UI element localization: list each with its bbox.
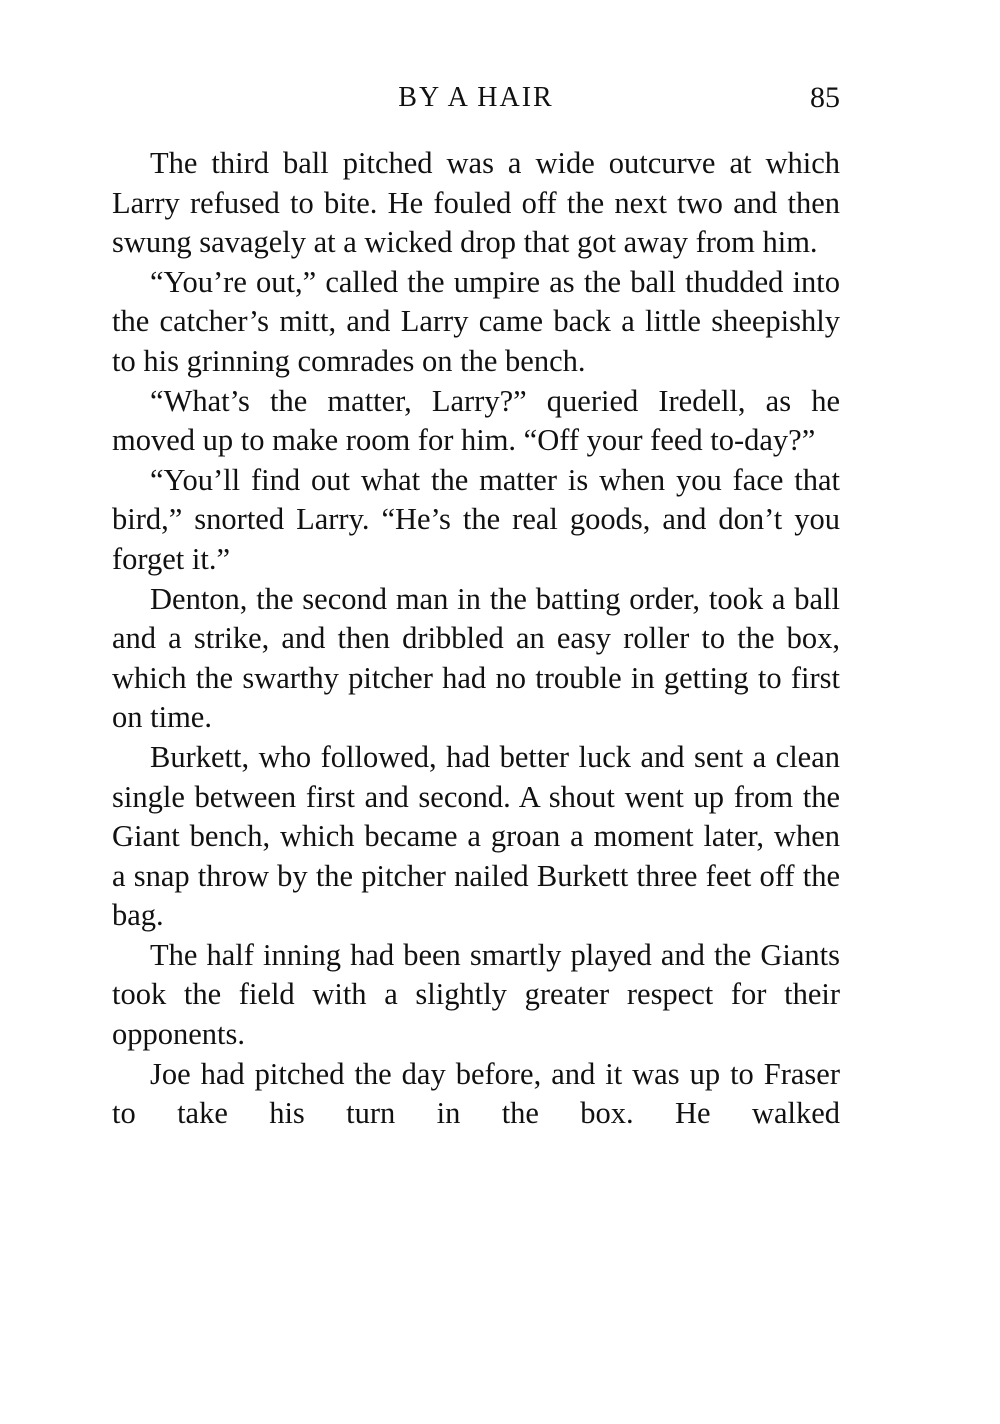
paragraph: The third ball pitched was a wide outcurve at which Larry refused to bite. He fouled off the next two and then swung savagely at a wicked drop that got away from him. [112,146,840,260]
paragraph: Burkett, who followed, had better luck and sent a clean single between first and second. A shout went up from the Giant bench, which became a groan a moment later, when a snap throw by the pitcher nailed Burkett three feet off the bag. [112,739,840,933]
paragraph: “You’ll find out what the matter is when you face that bird,” snorted Larry. “He’s the real goods, and don’t you forget it.” [112,462,840,576]
paragraph: “What’s the matter, Larry?” queried Iredell, as he moved up to make room for him. “Off your feed to-day?” [112,383,840,458]
body-text [112,144,840,1134]
paragraph: The half inning had been smartly played and the Giants took the field with a slightly greater respect for their opponents. [112,937,840,1052]
paragraph: Joe had pitched the day before, and it was up to Fraser to take his turn in the box. He walked [112,1056,840,1131]
paragraph: “You’re out,” called the umpire as the ball thudded into the catcher’s mitt, and Larry came back a little sheepishly to his grinning comrades on the bench. [112,264,840,378]
running-title: BY A HAIR [398,82,554,113]
paragraph: Denton, the second man in the batting order, took a ball and a strike, and then dribbled an easy roller to the box, which the swarthy pitcher had no trouble in getting to first on time. [112,581,840,735]
running-head [112,80,840,120]
page-number: 85 [810,81,840,114]
